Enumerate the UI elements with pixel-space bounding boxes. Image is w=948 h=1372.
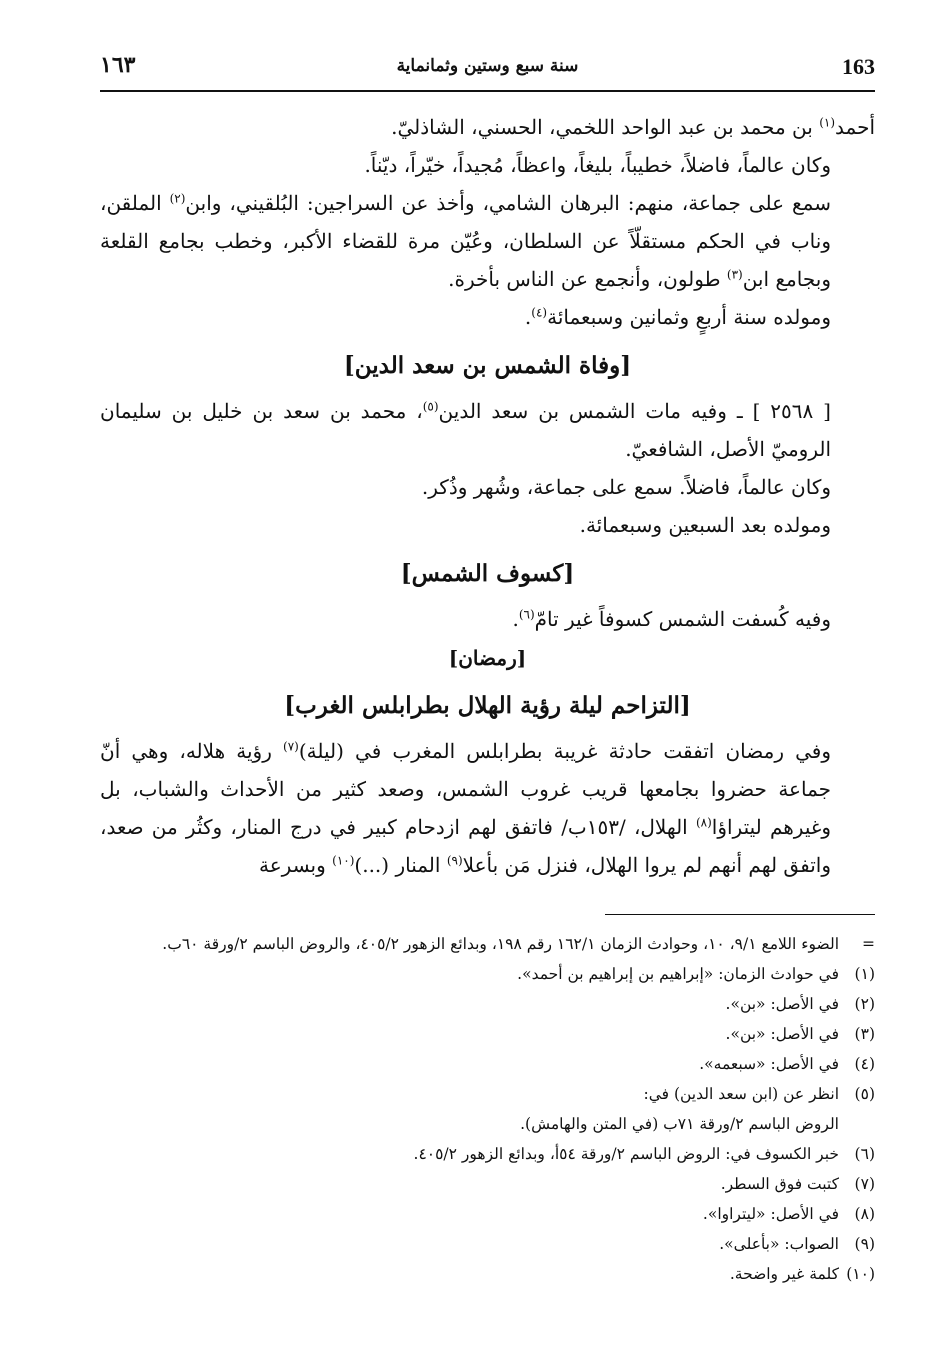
footnote-ref: (٤) bbox=[531, 305, 548, 320]
text-run: ، محمد بن سعد بن خليل بن سليمان الروميّ الأصل، الشافعيّ. bbox=[100, 399, 831, 461]
paragraph-ahmad bbox=[100, 108, 875, 146]
page-header bbox=[100, 50, 875, 92]
footnote-ref: (٨) bbox=[695, 815, 712, 830]
footnote-number: (٣) bbox=[854, 1025, 875, 1043]
paragraph-scholar: وكان عالماً، فاضلاً. سمع على جماعة، وشُهر وذُكر. bbox=[421, 475, 831, 499]
footnote-item bbox=[100, 1079, 875, 1109]
footnote-ref: (٢) bbox=[169, 191, 186, 206]
footnote-item bbox=[100, 1019, 875, 1049]
footnote-text: الضوء اللامع ٩/١، ١٠، وحوادث الزمان ١٦٢/١ رقم ١٩٨، وبدائع الزهور ٤٠٥/٢، والروض الباسم ٢/ورقة ٦٠ب. bbox=[162, 935, 839, 953]
footnote-number: (٧) bbox=[854, 1175, 875, 1193]
footnote-number: (٥) bbox=[854, 1085, 875, 1103]
paragraph-birth-2: ومولده بعد السبعين وسبعمائة. bbox=[579, 513, 831, 537]
section-heading-crowding: [التزاحم ليلة رؤية الهلال بطرابلس الغرب] bbox=[284, 692, 691, 719]
text-run: سمع على جماعة، منهم: البرهان الشامي، وأخذ عن السراجين: البُلقيني، وابن bbox=[185, 191, 831, 215]
footnote-ref: (١) bbox=[819, 115, 836, 130]
footnote-item bbox=[100, 1259, 875, 1289]
footnote-text: في الأصل: «ليتراوا». bbox=[702, 1205, 839, 1223]
footnote-number: (١) bbox=[854, 965, 875, 983]
footnote-ref: (١٠) bbox=[332, 853, 355, 868]
footnote-continuation-mark: = bbox=[862, 935, 875, 953]
text-run: وفيه كُسفت الشمس كسوفاً غير تامّ bbox=[534, 607, 831, 631]
footnote-ref: (٥) bbox=[422, 399, 439, 414]
footnote-ref: (٩) bbox=[446, 853, 463, 868]
text-run: وفي رمضان اتفقت حادثة غريبة بطرابلس المغرب في (ليلة) bbox=[298, 739, 831, 763]
text-run: أحمد bbox=[835, 115, 875, 139]
text-run: [ ٢٥٦٨ ] ـ وفيه مات الشمس بن سعد الدين bbox=[438, 399, 831, 423]
footnote-text: في الأصل: «سبعمه». bbox=[699, 1055, 839, 1073]
footnote-item bbox=[100, 989, 875, 1019]
text-run: الهلال، /١٥٣ب/ فاتفق لهم ازدحام كبير في درج المنار، وكثُر من صعد، واتفق لهم أنهم لم يروا الهلال، فنزل مَن بأعلا bbox=[100, 815, 831, 877]
footnote-text: في حوادث الزمان: «إبراهيم بن إبراهيم بن أحمد». bbox=[517, 965, 839, 983]
book-page bbox=[100, 50, 875, 1289]
footnote-ref: (٣) bbox=[726, 267, 743, 282]
footnote-text: الصواب: «بأعلى». bbox=[719, 1235, 839, 1253]
text-run: . bbox=[512, 607, 519, 631]
footnote-item bbox=[100, 959, 875, 989]
footnote-item bbox=[100, 1229, 875, 1259]
page-number-arabic: ١٦٣ bbox=[100, 52, 136, 78]
running-title: سنة سبع وستين وثمانماية bbox=[396, 56, 579, 76]
footnote-text: في الأصل: «بن». bbox=[725, 1025, 839, 1043]
footnote-text: في الأصل: «بن». bbox=[725, 995, 839, 1013]
text-run: . bbox=[524, 305, 532, 329]
footnote-item bbox=[100, 1169, 875, 1199]
footnote-item bbox=[100, 1049, 875, 1079]
footnote-number: (١٠) bbox=[846, 1265, 875, 1283]
section-heading-ramadan: [رمضان] bbox=[448, 646, 527, 670]
page-number-latin: 163 bbox=[842, 54, 875, 79]
footnote-separator bbox=[605, 914, 875, 915]
paragraph-eclipse bbox=[100, 600, 875, 638]
footnote-number: (٨) bbox=[854, 1205, 875, 1223]
footnote-text: خبر الكسوف في: الروض الباسم ٢/ورقة ٥٤أ، وبدائع الزهور ٤٠٥/٢. bbox=[413, 1145, 839, 1163]
footnote-number: (٩) bbox=[854, 1235, 875, 1253]
text-run: بن محمد بن عبد الواحد اللخمي، الحسني، الشاذليّ. bbox=[391, 115, 820, 139]
footnote-item bbox=[100, 1139, 875, 1169]
section-heading-eclipse: [كسوف الشمس] bbox=[400, 560, 575, 587]
footnote-ref: (٧) bbox=[283, 739, 299, 754]
section-heading-death: [وفاة الشمس بن سعد الدين] bbox=[343, 352, 632, 379]
footnote-number: (٦) bbox=[854, 1145, 875, 1163]
footnote-continuation bbox=[100, 929, 875, 959]
text-run: طولون، وأنجمع عن الناس بأخرة. bbox=[448, 267, 727, 291]
footnote-text: كتبت فوق السطر. bbox=[720, 1175, 839, 1193]
footnote-text: انظر عن (ابن سعد الدين) في: bbox=[643, 1085, 839, 1103]
main-text bbox=[100, 108, 875, 884]
footnote-number: (٢) bbox=[854, 995, 875, 1013]
text-run: رؤية هلاله، وهي أنّ جماعة حضروا بجامعها قريب غروب الشمس، وصعد كثير من الأحداث والشباب، بل وغيرهم ليتراؤا bbox=[100, 739, 831, 839]
paragraph-qualities: وكان عالماً، فاضلاً، خطيباً، بليغاً، واعظاً، مُجيداً، خيّراً، ديّناً. bbox=[364, 153, 831, 177]
footnotes bbox=[100, 929, 875, 1289]
footnote-item-continuation: الروض الباسم ٢/ورقة ٧١ب (في المتن والهامش). bbox=[520, 1115, 839, 1133]
footnote-number: (٤) bbox=[854, 1055, 875, 1073]
text-run: الملقن، وناب في الحكم مستقلّاً عن السلطان، وعُيّن مرة للقضاء الأكبر، وخطب بجامع القلعة وبجامع ابن bbox=[100, 191, 831, 291]
paragraph-tripoli bbox=[100, 732, 875, 884]
paragraph-birth bbox=[100, 298, 875, 336]
paragraph-entry-2568 bbox=[100, 392, 875, 468]
paragraph-teachers bbox=[100, 184, 875, 298]
footnote-item bbox=[100, 1199, 875, 1229]
text-run: وبسرعة bbox=[259, 853, 333, 877]
footnote-ref: (٦) bbox=[518, 607, 535, 622]
footnote-text: كلمة غير واضحة. bbox=[729, 1265, 839, 1283]
text-run: المنار (...) bbox=[354, 853, 447, 877]
text-run: ومولده سنة أربعٍ وثمانين وسبعمائة bbox=[547, 305, 831, 329]
